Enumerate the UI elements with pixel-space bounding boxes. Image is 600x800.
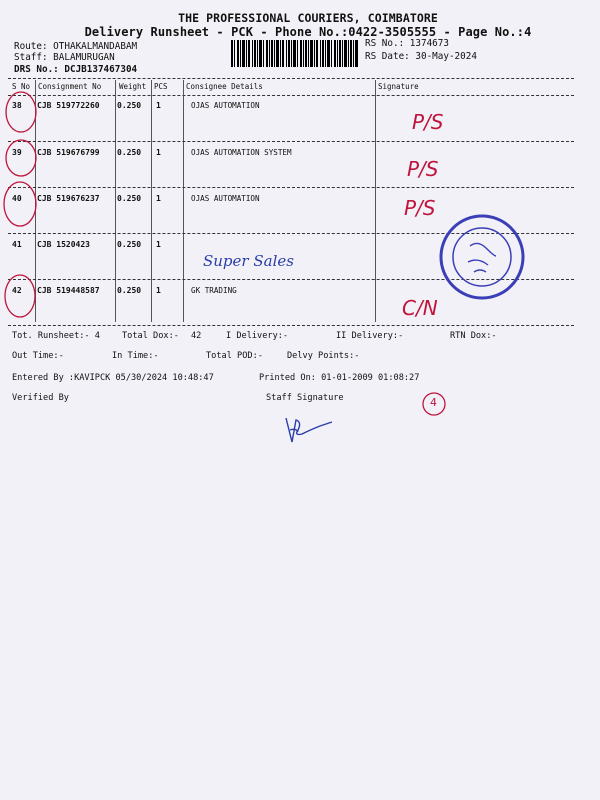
verified-by: Verified By (12, 393, 69, 403)
circle-mark (4, 182, 36, 226)
row-weight: 0.250 (117, 101, 142, 110)
row-consignee: OJAS AUTOMATION (191, 101, 260, 110)
row-consignment: CJB 519772260 (37, 101, 100, 110)
row-pcs: 1 (156, 148, 161, 157)
row-consignment: CJB 519676237 (37, 194, 100, 203)
handwritten-note: Super Sales (203, 252, 294, 270)
rs-number: RS No.: 1374673 (365, 38, 449, 49)
drs-number: DRS No.: DCJB137467304 (14, 64, 138, 75)
stamp-icon (441, 216, 523, 298)
col-consignment: Consignment No (38, 82, 102, 91)
total-dox-value: 42 (191, 331, 202, 341)
i-delivery: I Delivery:- (226, 331, 289, 341)
row-pcs: 1 (156, 286, 161, 295)
row-sno: 38 (12, 101, 22, 110)
route-label: Route: OTHAKALMANDABAM (14, 41, 138, 52)
col-sno: S No (12, 82, 31, 91)
circle-mark (6, 92, 36, 132)
col-pcs: PCS (154, 82, 168, 91)
row-weight: 0.250 (117, 194, 142, 203)
row-pcs: 1 (156, 194, 161, 203)
row-sno: 42 (12, 286, 22, 295)
rtn-dox: RTN Dox:- (450, 331, 497, 341)
handwritten-count: 4 (430, 396, 437, 409)
signature-mark: P/S (404, 196, 436, 220)
col-weight: Weight (119, 82, 147, 91)
printed-on: Printed On: 01-01-2009 01:08:27 (259, 373, 420, 383)
row-consignment: CJB 519676799 (37, 148, 100, 157)
total-pod: Total POD:- (206, 351, 263, 361)
signature-mark: P/S (407, 157, 439, 181)
row-consignee: GK TRADING (191, 286, 237, 295)
row-consignee: OJAS AUTOMATION SYSTEM (191, 148, 292, 157)
signature-mark: C/N (402, 296, 438, 320)
circle-mark (5, 275, 35, 317)
row-pcs: 1 (156, 240, 161, 249)
staff-signature-label: Staff Signature (266, 393, 344, 403)
staff-label: Staff: BALAMURUGAN (14, 52, 115, 63)
row-weight: 0.250 (117, 148, 142, 157)
out-time: Out Time:- (12, 351, 64, 361)
row-consignment: CJB 1520423 (37, 240, 90, 249)
entered-by: Entered By :KAVIPCK 05/30/2024 10:48:47 (12, 373, 214, 383)
row-sno: 40 (12, 194, 22, 203)
total-dox-label: Total Dox:- (122, 331, 179, 341)
company-title: THE PROFESSIONAL COURIERS, COIMBATORE (178, 11, 438, 25)
signature-mark: P/S (412, 110, 444, 134)
row-weight: 0.250 (117, 286, 142, 295)
row-consignee: OJAS AUTOMATION (191, 194, 260, 203)
row-consignment: CJB 519448587 (37, 286, 100, 295)
row-sno: 41 (12, 240, 22, 249)
total-runsheet: Tot. Runsheet:- 4 (12, 331, 100, 341)
rs-date: RS Date: 30-May-2024 (365, 51, 477, 62)
circle-mark (6, 140, 36, 176)
row-weight: 0.250 (117, 240, 142, 249)
row-pcs: 1 (156, 101, 161, 110)
row-sno: 39 (12, 148, 22, 157)
in-time: In Time:- (112, 351, 159, 361)
runsheet-title: Delivery Runsheet - PCK - Phone No.:0422-3505555 - Page No.:4 (84, 25, 532, 39)
staff-signature-mark (286, 418, 332, 442)
ii-delivery: II Delivery:- (336, 331, 404, 341)
col-consignee: Consignee Details (186, 82, 263, 91)
col-signature: Signature (378, 82, 419, 91)
delvy-points: Delvy Points:- (287, 351, 360, 361)
